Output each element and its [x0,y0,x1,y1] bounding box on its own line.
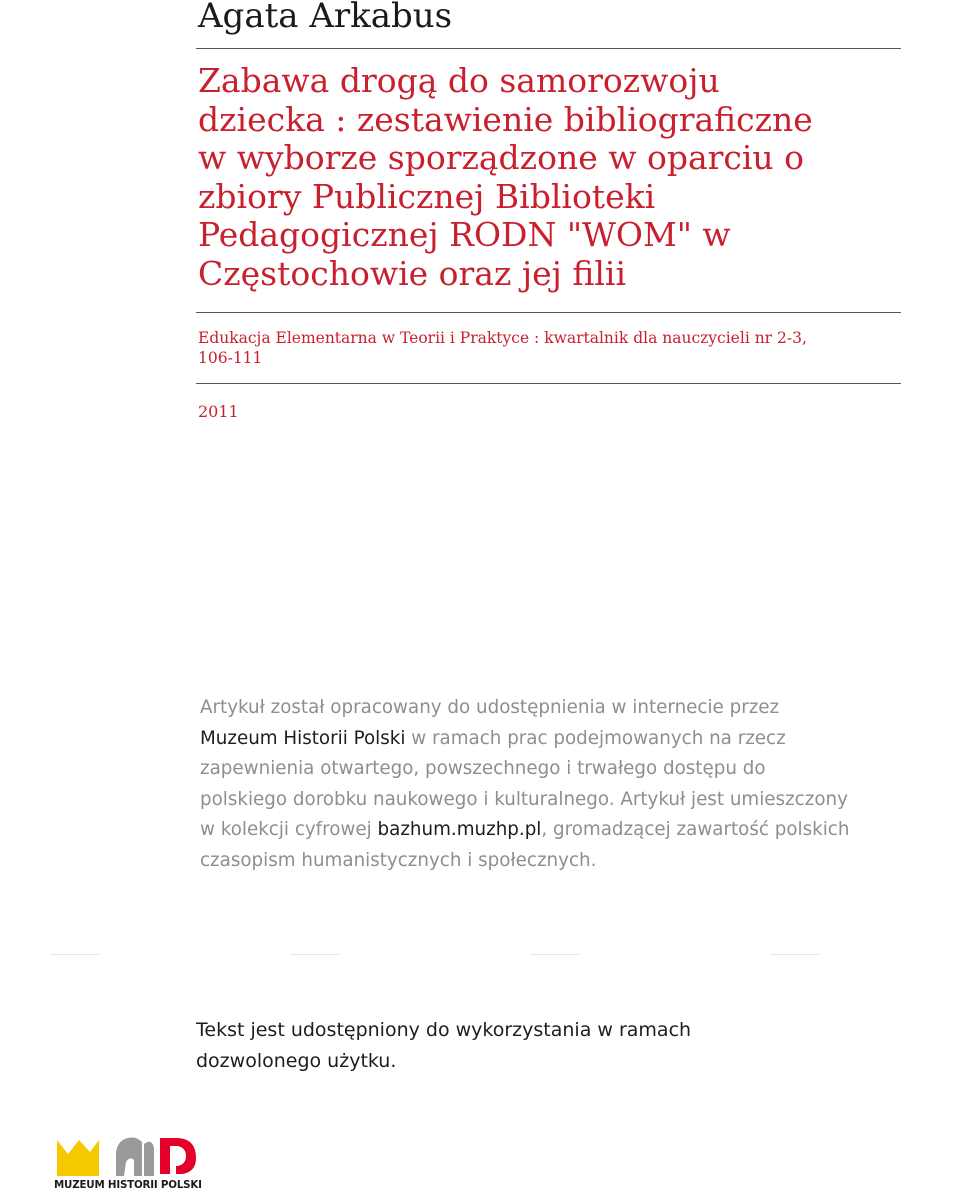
logo-m-shape [57,1140,99,1176]
author-name: Agata Arkabus [198,0,453,36]
divider-after-source [196,383,901,384]
availability-notice [200,693,900,876]
notice-line [200,815,900,846]
notice-line [200,724,900,755]
bazhum-link[interactable]: bazhum.muzhp.pl [377,819,542,840]
divider-top [196,48,901,49]
notice-line: czasopism humanistycznych i społecznych. [200,849,597,871]
title-line: dziecka : zestawienie bibliograficzne [198,99,813,139]
notice-line: zapewnienia otwartego, powszechnego i trwałego dostępu do [200,758,766,779]
document-title [198,62,898,293]
source-citation [198,328,898,368]
logo-p-shape [160,1138,196,1174]
scan-speck [530,954,580,955]
notice-text: w ramach prac podejmowanych na rzecz [405,727,786,749]
scan-speck [770,954,820,955]
notice-line: Artykuł został opracowany do udostępnienia w internecie przez [200,697,780,718]
notice-text: w kolekcji cyfrowej [200,819,378,840]
source-line: 106-111 [198,349,263,367]
title-line: Częstochowie oraz jej filii [198,253,627,293]
notice-line: polskiego dorobku naukowego i kulturalnego. Artykuł jest umieszczony [200,788,848,810]
usage-line: dozwolonego użytku. [196,1049,397,1072]
logo-figure-shape [116,1138,154,1177]
source-line: Edukacja Elementarna w Teorii i Praktyce : kwartalnik dla nauczycieli nr 2-3, [198,329,807,347]
logo-caption: MUZEUM HISTORII POLSKI [54,1179,202,1191]
title-line: w wyborze sporządzone w oparciu o [198,138,805,177]
publication-year: 2011 [198,402,239,421]
scan-speck [290,954,340,955]
divider-after-title [196,312,901,313]
usage-notice [196,1015,896,1076]
museum-name: Muzeum Historii Polski [200,727,406,749]
scan-speck [50,954,100,955]
title-line: zbiory Publicznej Biblioteki [198,176,656,216]
notice-text: , gromadzącej zawartość polskich [541,819,850,840]
title-line: Zabawa drogą do samorozwoju [198,61,720,100]
title-line: Pedagogicznej RODN "WOM" w [198,215,731,254]
logo-p-stem [170,1166,176,1176]
usage-line: Tekst jest udostępniony do wykorzystania w ramach [196,1019,692,1041]
